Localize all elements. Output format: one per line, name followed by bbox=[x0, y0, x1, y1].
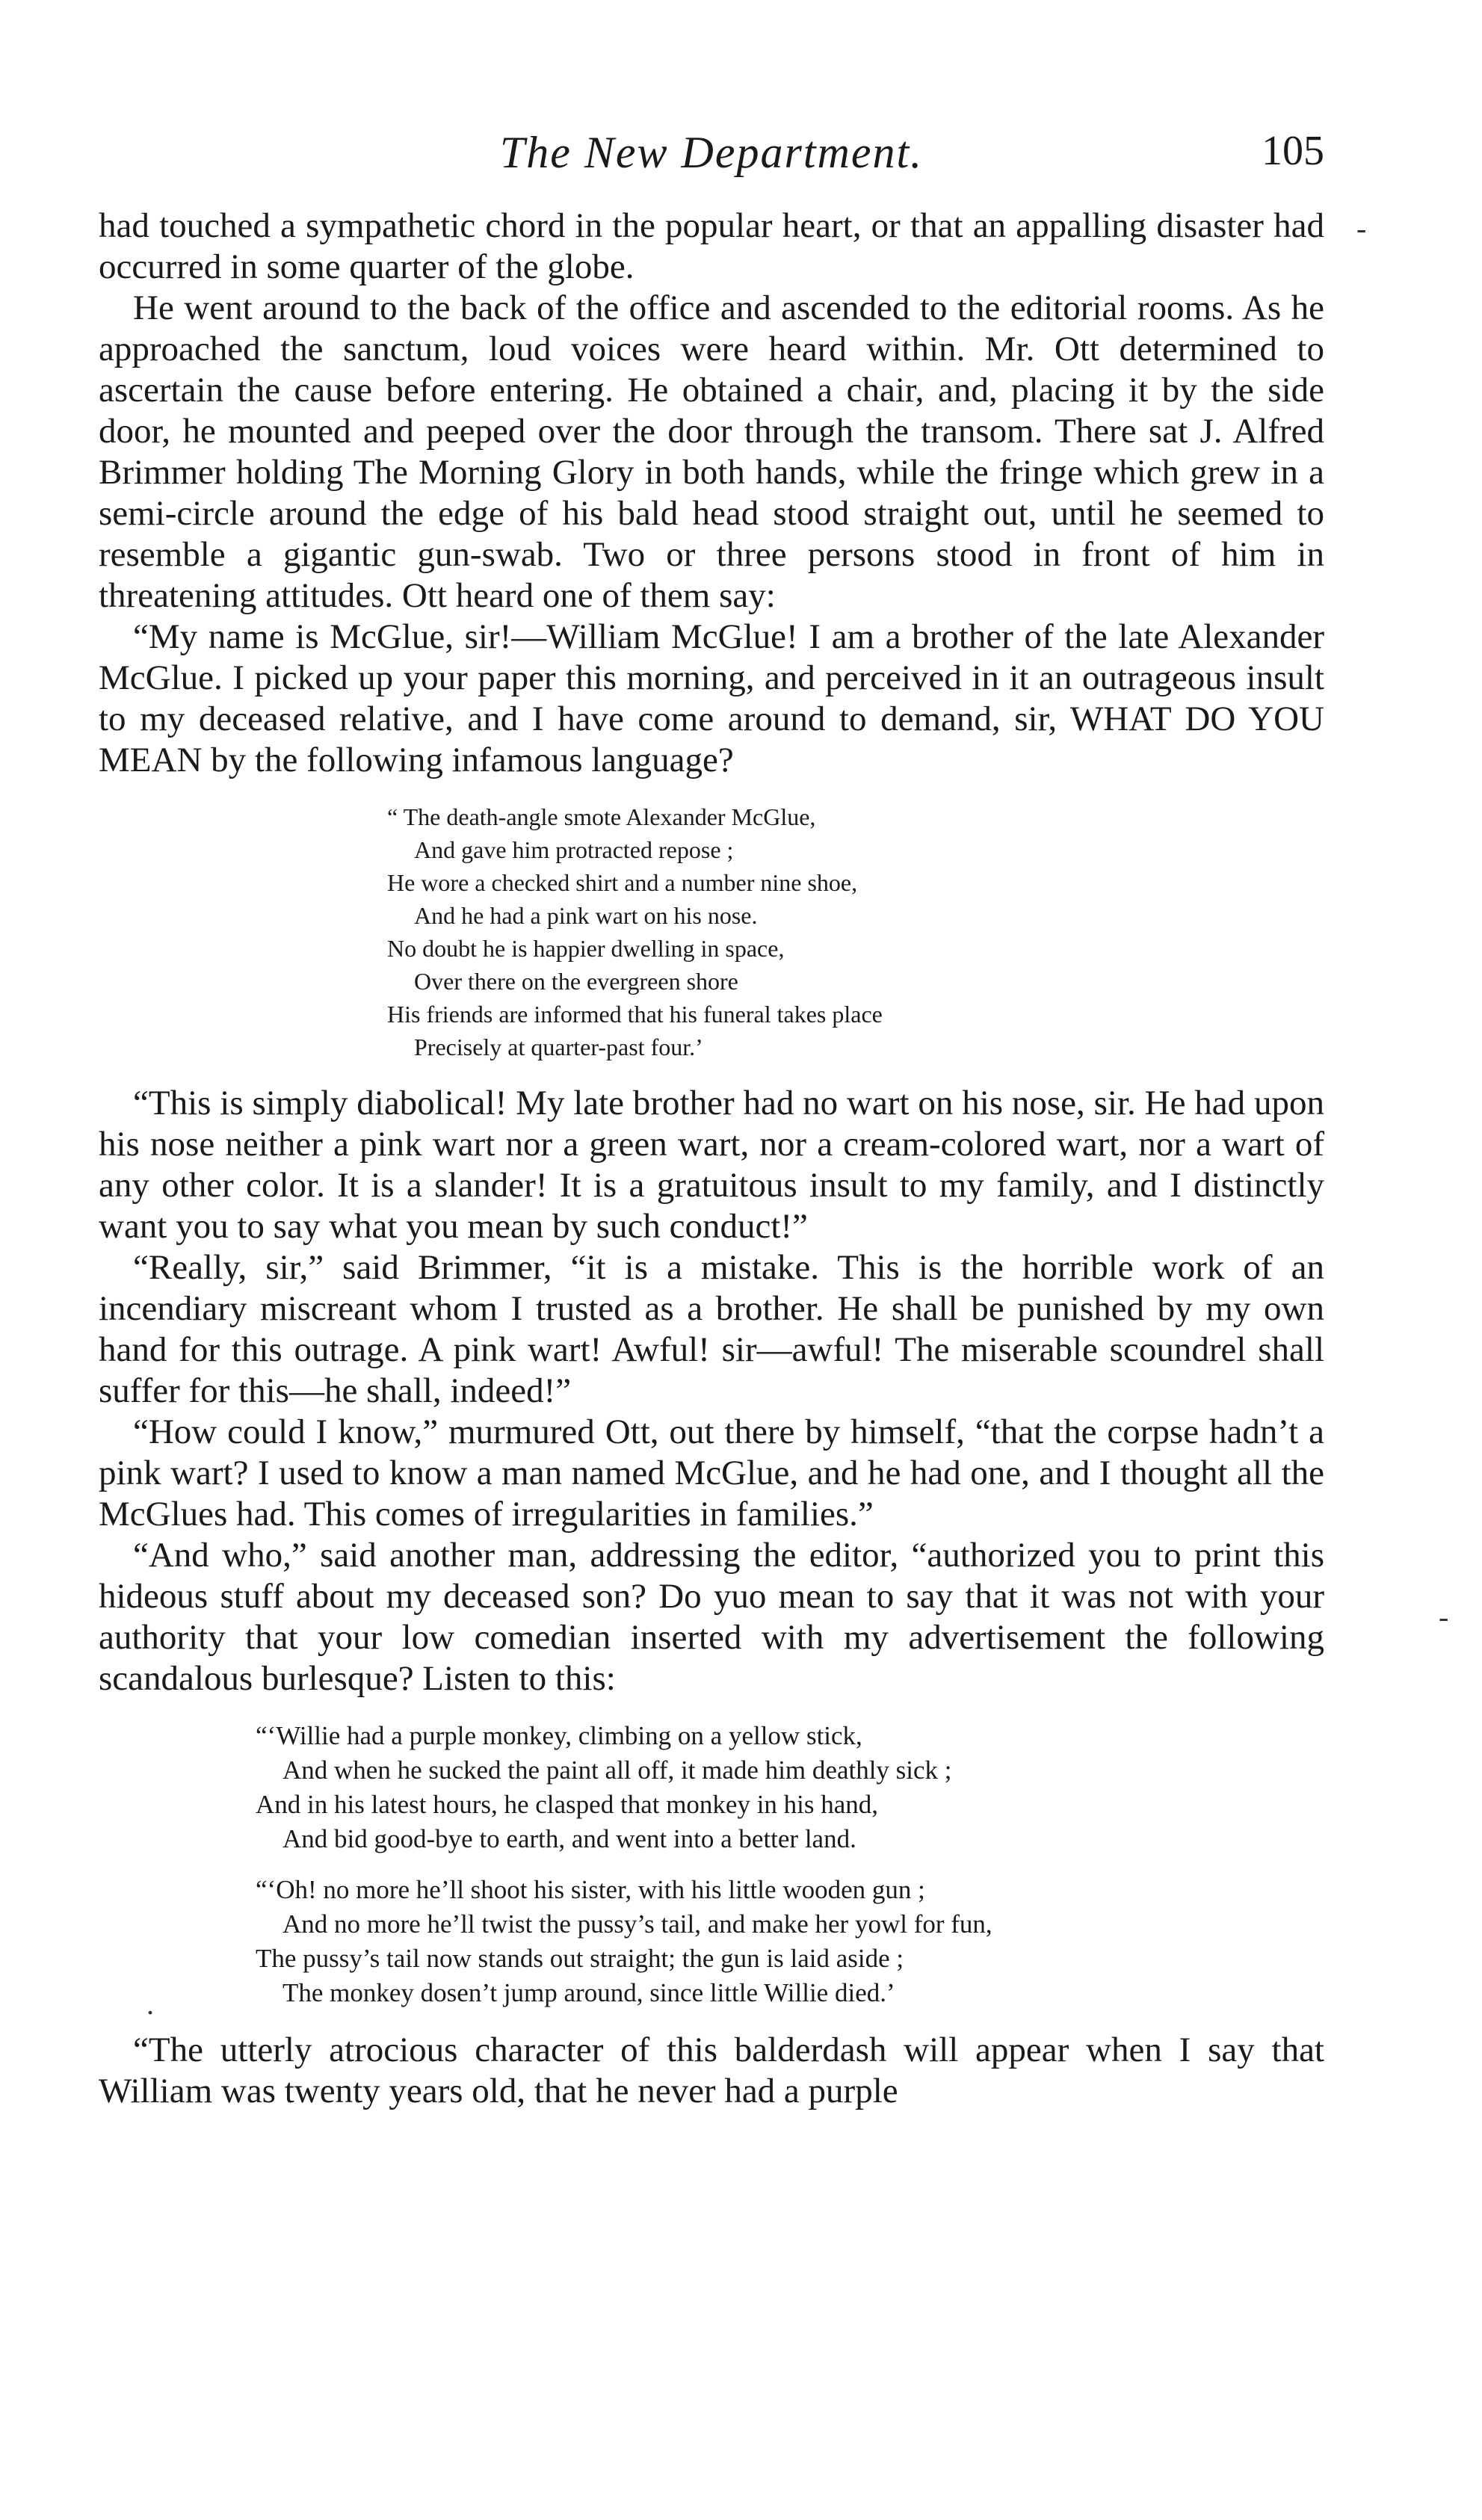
poem-stanza bbox=[256, 1719, 1324, 1856]
poem-line: And gave him protracted repose ; bbox=[414, 836, 734, 863]
poem-line: The pussy’s tail now stands out straight; the gun is laid aside ; bbox=[256, 1944, 904, 1973]
poem-line: The monkey dosen’t jump around, since little Willie died.’ bbox=[282, 1978, 895, 2007]
paragraph: had touched a sympathetic chord in the popular heart, or that an appalling disaster had occurred in some quarter of the globe. bbox=[99, 206, 1324, 286]
page-number: 105 bbox=[1262, 128, 1324, 174]
poem-line: And no more he’ll twist the pussy’s tail, and make her yowl for fun, bbox=[282, 1909, 992, 1939]
margin-mark: - bbox=[1439, 1600, 1449, 1634]
paragraph: “And who,” said another man, addressing the editor, “authorized you to print this hideous stuff about my deceased son? Do yuo mean to say that it was not with your authority that your low comedian inserted with my advertisement the following scandalous burlesque? Listen to this: bbox=[99, 1536, 1324, 1698]
poem-willie bbox=[99, 1719, 1324, 2010]
paragraph: He went around to the back of the office and ascended to the editorial rooms. As he approached the sanctum, loud voices were heard within. Mr. Ott determined to ascertain the cause before entering. He obtained a chair, and, placing it by the side door, he mounted and peeped over the door through the transom. There sat J. Alfred Brimmer holding The Morning Glory in both hands, while the fringe which grew in a semi-circle around the edge of his bald head stood straight out, until he seemed to resemble a gigantic gun-swab. Two or three persons stood in front of him in threatening attitudes. Ott heard one of them say: bbox=[99, 288, 1324, 615]
poem-alexander-mcglue bbox=[99, 800, 1324, 1063]
poem-line: Precisely at quarter-past four.’ bbox=[414, 1034, 703, 1060]
paragraph: “How could I know,” murmured Ott, out there by himself, “that the corpse hadn’t a pink wart? I used to know a man named McGlue, and he had one, and I thought all the McGlues had. This comes of irregularities in families.” bbox=[99, 1412, 1324, 1534]
poem-line: And in his latest hours, he clasped that monkey in his hand, bbox=[256, 1790, 879, 1819]
paragraph: “Really, sir,” said Brimmer, “it is a mistake. This is the horrible work of an incendiary miscreant whom I trusted as a brother. He shall be punished by my own hand for this outrage. A pink wart! Awful! sir—awful! The miserable scoundrel shall suffer for this—he shall, indeed!” bbox=[99, 1248, 1324, 1410]
paragraph: “This is simply diabolical! My late brother had no wart on his nose, sir. He had upon his nose neither a pink wart nor a green wart, nor a cream-colored wart, nor a wart of any other color. It is a slander! It is a gratuitous insult to my family, and I distinctly want you to say what you mean by such conduct!” bbox=[99, 1084, 1324, 1246]
poem-line: “‘Oh! no more he’ll shoot his sister, with his little wooden gun ; bbox=[256, 1875, 925, 1904]
poem-line: And bid good-bye to earth, and went into a better land. bbox=[282, 1824, 856, 1853]
paragraph: “My name is McGlue, sir!—William McGlue! I am a brother of the late Alexander McGlue. I picked up your paper this morning, and perceived in it an outrageous insult to my deceased relative, and I have come around to demand, sir, WHAT DO YOU MEAN by the following infamous language? bbox=[99, 617, 1324, 779]
poem-line: And when he sucked the paint all off, it made him deathly sick ; bbox=[282, 1755, 952, 1785]
poem-line: No doubt he is happier dwelling in space, bbox=[387, 935, 785, 962]
body-text bbox=[99, 206, 1324, 2112]
poem-stanza bbox=[256, 1873, 1324, 2010]
poem-line: “‘Willie had a purple monkey, climbing on a yellow stick, bbox=[256, 1721, 862, 1750]
poem-line: “ The death-angle smote Alexander McGlue, bbox=[387, 803, 816, 830]
poem-line: His friends are informed that his funeral takes place bbox=[387, 1001, 883, 1028]
page-header bbox=[99, 127, 1324, 194]
paragraph: “The utterly atrocious character of this balderdash will appear when I say that William was twenty years old, that he never had a purple bbox=[99, 2030, 1324, 2110]
poem-line: He wore a checked shirt and a number nine shoe, bbox=[387, 869, 858, 896]
poem-line: Over there on the evergreen shore bbox=[414, 968, 738, 995]
poem-line: And he had a pink wart on his nose. bbox=[414, 902, 758, 929]
running-title: The New Department. bbox=[499, 128, 924, 177]
margin-mark: - bbox=[1356, 211, 1367, 245]
margin-mark: . bbox=[146, 1987, 154, 2021]
